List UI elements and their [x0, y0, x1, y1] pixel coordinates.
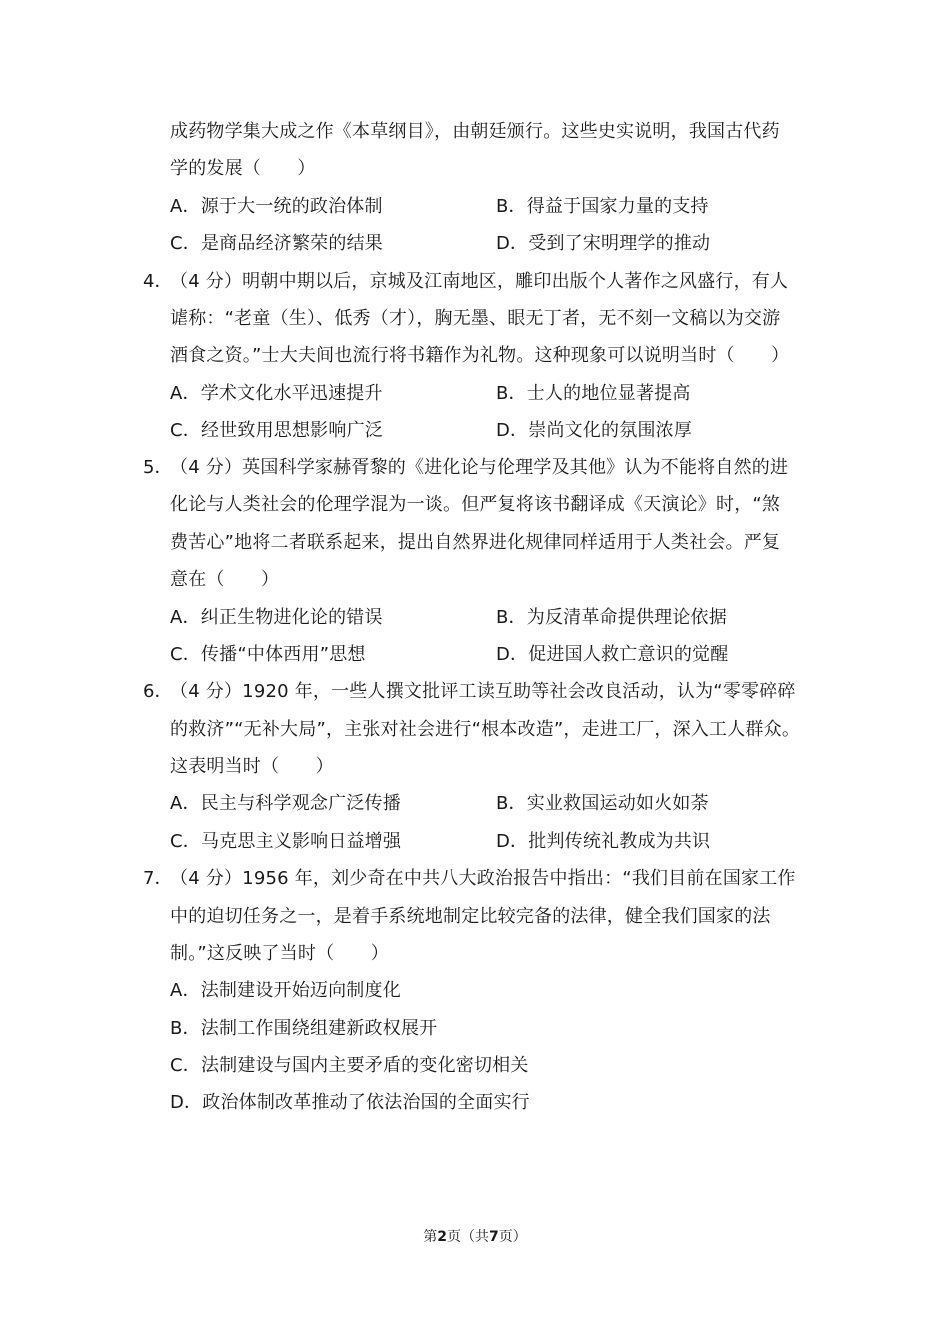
- q4-option-b[interactable]: B．士人的地位显著提高: [496, 383, 691, 404]
- q5-stem-line-4: 意在（ ）: [170, 569, 280, 590]
- footer-prefix: 第: [423, 1229, 438, 1245]
- q7-stem-line-2: 中的迫切任务之一，是着手系统地制定比较完备的法律，健全我们国家的法: [170, 906, 771, 927]
- page-footer: [0, 1227, 950, 1247]
- footer-total-pages: 7: [489, 1229, 499, 1245]
- q6-stem-line-3: 这表明当时（ ）: [170, 756, 334, 777]
- q7-option-d[interactable]: D．政治体制改革推动了依法治国的全面实行: [170, 1092, 530, 1113]
- q4-number: 4．: [143, 271, 173, 292]
- q3-stem-line-2: 学的发展（ ）: [170, 158, 316, 179]
- q5-stem-line-3: 费苦心”地将二者联系起来，提出自然界进化规律同样适用于人类社会。严复: [170, 532, 781, 553]
- q7-option-a[interactable]: A．法制建设开始迈向制度化: [170, 980, 401, 1001]
- q4-option-a[interactable]: A．学术文化水平迅速提升: [170, 383, 383, 404]
- q4-stem-line-3: 酒食之资。”士大夫间也流行将书籍作为礼物。这种现象可以说明当时（ ）: [170, 345, 790, 366]
- q3-option-c[interactable]: C．是商品经济繁荣的结果: [170, 233, 383, 254]
- footer-suffix: 页）: [498, 1229, 527, 1245]
- q6-stem-line-1: （4 分）1920 年，一些人撰文批评工读互助等社会改良活动，认为“零零碎碎: [170, 681, 796, 702]
- q6-option-a[interactable]: A．民主与科学观念广泛传播: [170, 793, 401, 814]
- q7-stem-line-3: 制。”这反映了当时（ ）: [170, 943, 389, 964]
- q6-option-c[interactable]: C．马克思主义影响日益增强: [170, 831, 402, 852]
- q5-option-d[interactable]: D．促进国人救亡意识的觉醒: [496, 644, 729, 665]
- q5-option-a[interactable]: A．纠正生物进化论的错误: [170, 607, 383, 628]
- q7-number: 7．: [143, 868, 173, 889]
- q4-stem-line-2: 谑称：“老童（生）、低秀（才），胸无墨、眼无丁者，无不刻一文稿以为交游: [170, 308, 781, 329]
- q5-option-b[interactable]: B．为反清革命提供理论依据: [496, 607, 727, 628]
- footer-page-number: 2: [437, 1229, 447, 1245]
- q6-option-b[interactable]: B．实业救国运动如火如荼: [496, 793, 709, 814]
- q6-option-d[interactable]: D．批判传统礼教成为共识: [496, 831, 711, 852]
- q3-stem-line-1: 成药物学集大成之作《本草纲目》，由朝廷颁行。这些史实说明，我国古代药: [170, 121, 780, 142]
- q7-option-b[interactable]: B．法制工作围绕组建新政权展开: [170, 1018, 438, 1039]
- q6-number: 6．: [143, 681, 173, 702]
- q7-option-c[interactable]: C．法制建设与国内主要矛盾的变化密切相关: [170, 1055, 529, 1076]
- q6-stem-line-2: 的救济”“无补大局”，主张对社会进行“根本改造”，走进工厂，深入工人群众。: [170, 719, 801, 740]
- q3-option-a[interactable]: A．源于大一统的政治体制: [170, 196, 383, 217]
- q4-stem-line-1: （4 分）明朝中期以后，京城及江南地区，雕印出版个人著作之风盛行，有人: [170, 271, 789, 292]
- q5-option-c[interactable]: C．传播“中体西用”思想: [170, 644, 366, 665]
- q3-option-b[interactable]: B．得益于国家力量的支持: [496, 196, 709, 217]
- footer-mid: 页（共: [447, 1229, 489, 1245]
- q7-stem-line-1: （4 分）1956 年，刘少奇在中共八大政治报告中指出：“我们目前在国家工作: [170, 868, 796, 889]
- q4-option-d[interactable]: D．崇尚文化的氛围浓厚: [496, 420, 693, 441]
- q5-number: 5．: [143, 457, 173, 478]
- q3-option-d[interactable]: D．受到了宋明理学的推动: [496, 233, 711, 254]
- q5-stem-line-1: （4 分）英国科学家赫胥黎的《进化论与伦理学及其他》认为不能将自然的进: [170, 457, 789, 478]
- q5-stem-line-2: 化论与人类社会的伦理学混为一谈。但严复将该书翻译成《天演论》时，“煞: [170, 494, 781, 515]
- q4-option-c[interactable]: C．经世致用思想影响广泛: [170, 420, 383, 441]
